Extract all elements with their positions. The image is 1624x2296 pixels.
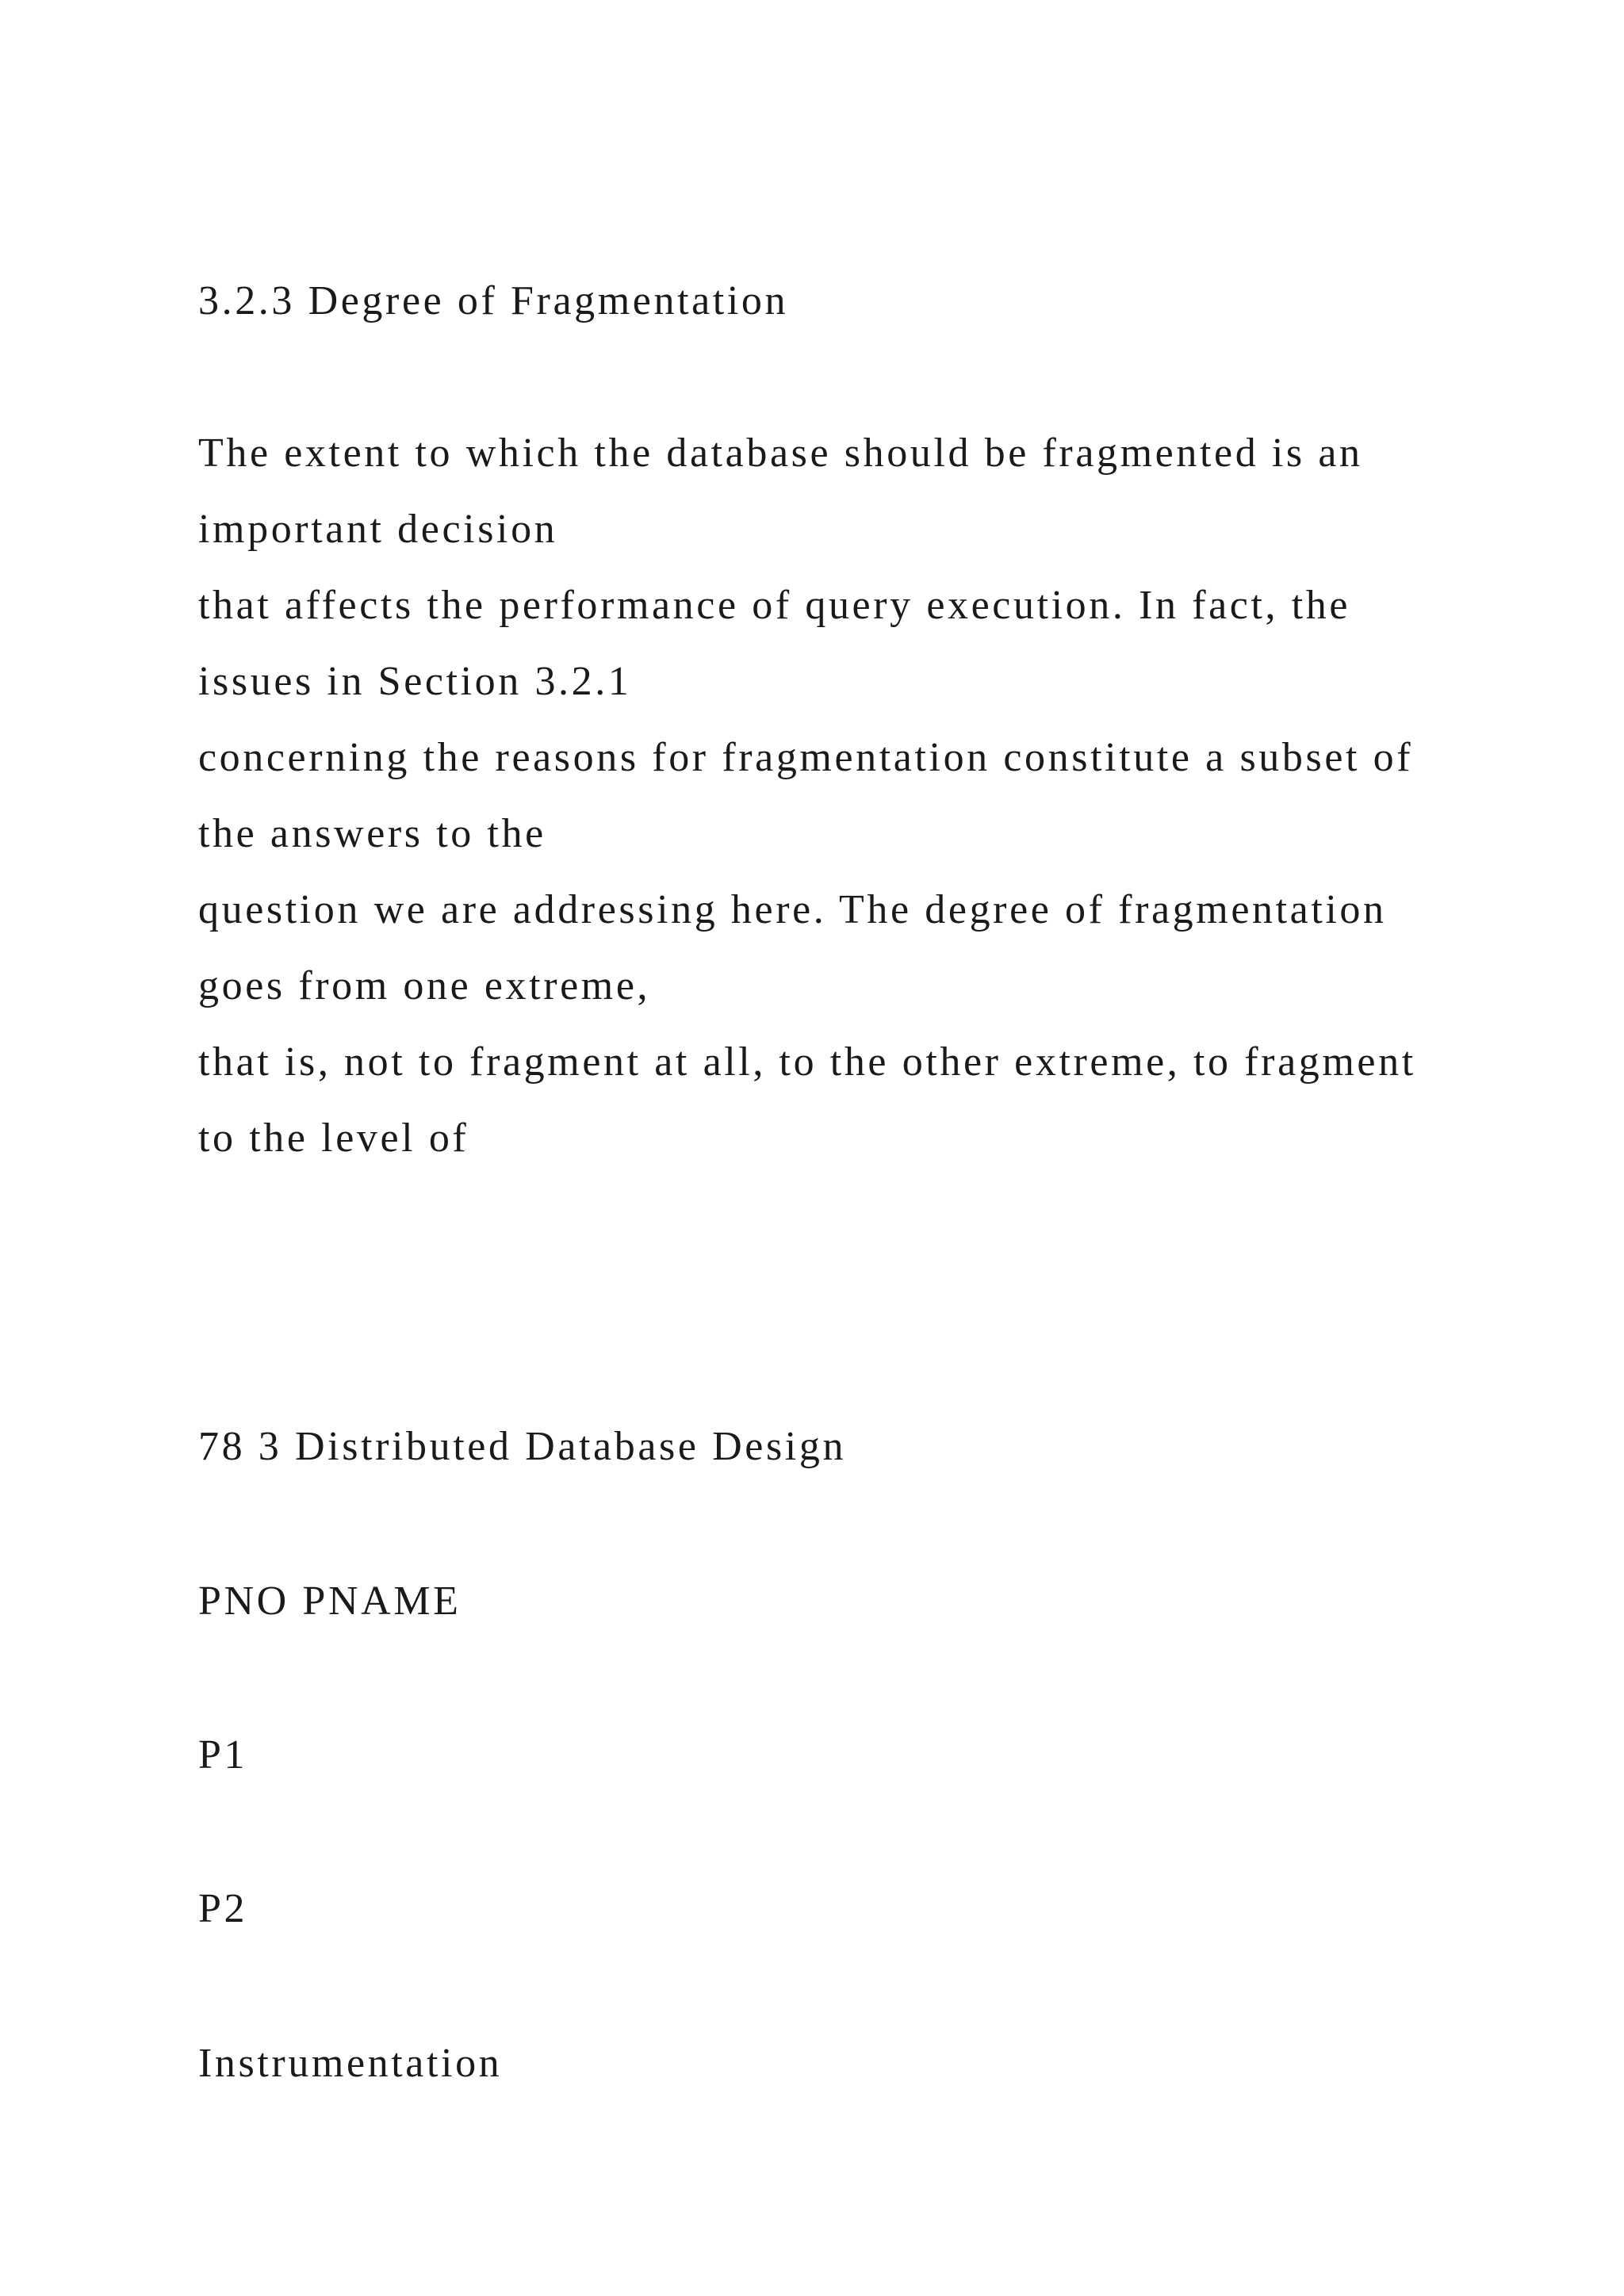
body-line: The extent to which the database should be fragmented is an bbox=[198, 430, 1363, 476]
body-line: to the level of bbox=[198, 1115, 469, 1161]
body-line: question we are addressing here. The degree of fragmentation bbox=[198, 887, 1387, 932]
body-line: issues in Section 3.2.1 bbox=[198, 659, 632, 704]
body-line: concerning the reasons for fragmentation constitute a subset of bbox=[198, 735, 1414, 780]
body-line: that is, not to fragment at all, to the other extreme, to fragment bbox=[198, 1039, 1416, 1085]
body-line: important decision bbox=[198, 507, 558, 552]
body-line: that affects the performance of query execution. In fact, the bbox=[198, 583, 1351, 628]
body-line: goes from one extreme, bbox=[198, 963, 651, 1008]
table-cell: Instrumentation bbox=[198, 2041, 503, 2086]
body-line: the answers to the bbox=[198, 811, 546, 856]
running-header: 78 3 Distributed Database Design bbox=[198, 1424, 847, 1469]
table-cell: P1 bbox=[198, 1732, 248, 1777]
section-heading: 3.2.3 Degree of Fragmentation bbox=[198, 278, 789, 323]
table-cell: P2 bbox=[198, 1886, 248, 1931]
table-header: PNO PNAME bbox=[198, 1578, 462, 1624]
